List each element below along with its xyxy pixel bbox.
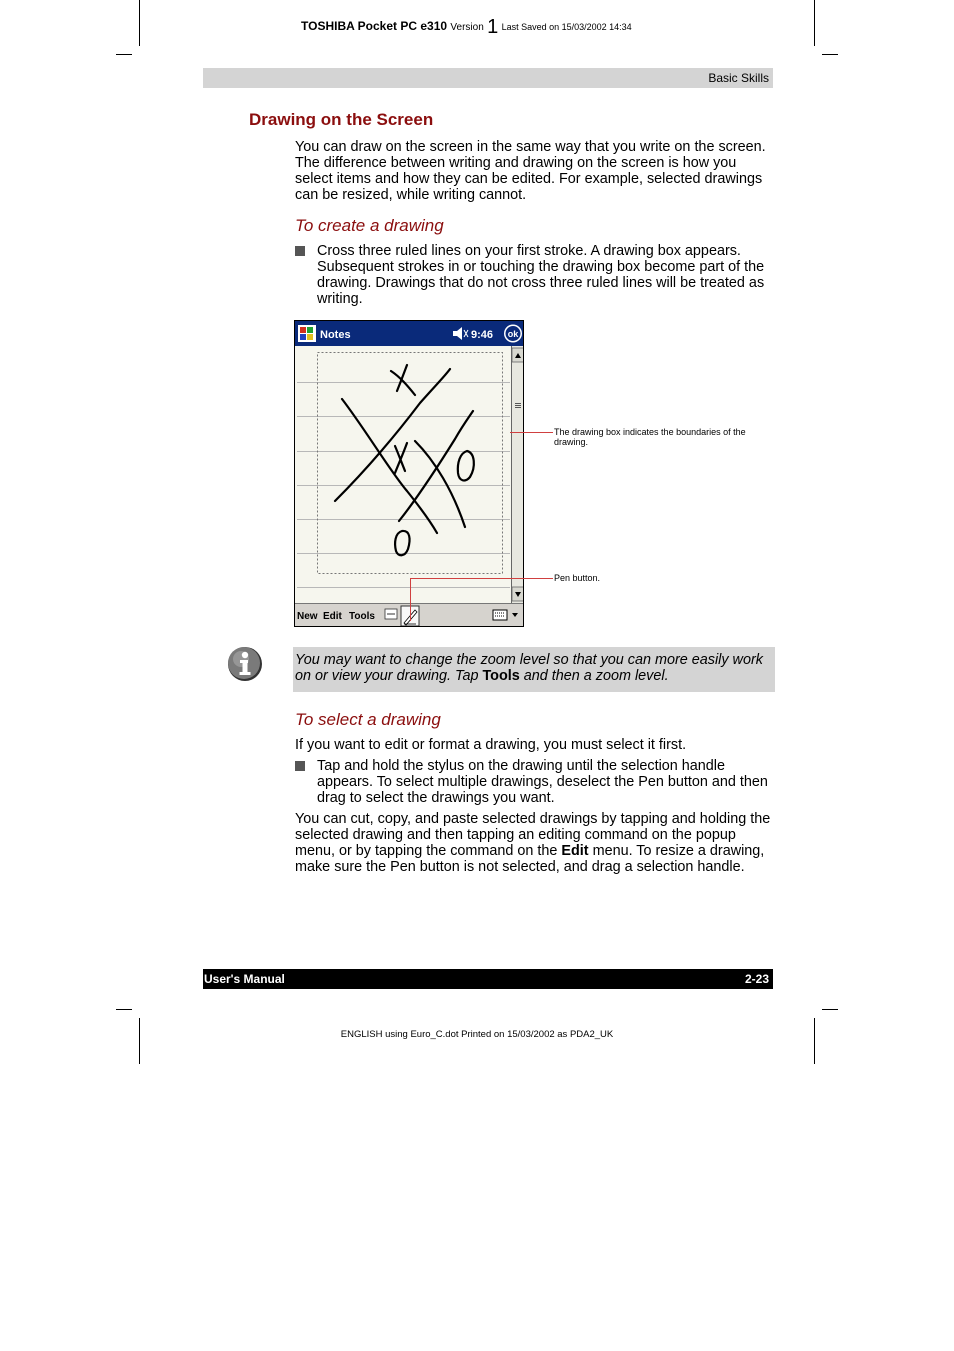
version-label: Version — [450, 22, 484, 33]
callout-pen-button: Pen button. — [554, 573, 601, 583]
note-text — [295, 652, 773, 684]
select-intro: If you want to edit or format a drawing, you must select it first. — [295, 737, 687, 753]
note-text-part1: You may want to change the zoom level so that you can more easily work on or view your drawing. Tap — [295, 652, 763, 684]
select-bullet: Tap and hold the stylus on the drawing until the selection handle appears. To select multiple drawings, deselect the Pen button and then drag to select the drawings you want. — [317, 758, 768, 806]
crop-mark — [116, 1009, 132, 1010]
note-text-bold: Tools — [482, 668, 520, 684]
version-number: 1 — [487, 16, 499, 38]
bullet-marker — [295, 246, 305, 256]
document-header — [301, 13, 632, 36]
crop-mark — [116, 54, 132, 55]
callout-lines — [405, 425, 555, 625]
section-label: Basic Skills — [708, 71, 769, 85]
menu-new[interactable]: New — [297, 611, 318, 622]
footer-bar — [203, 969, 773, 989]
product-name: TOSHIBA Pocket PC e310 — [301, 19, 448, 33]
ok-button[interactable] — [504, 325, 522, 343]
menu-tools[interactable]: Tools — [349, 611, 375, 622]
page-title: Drawing on the Screen — [249, 110, 434, 129]
crop-mark — [139, 0, 140, 46]
crop-mark — [814, 0, 815, 46]
select-paragraph — [295, 811, 775, 875]
ok-label[interactable]: ok — [507, 329, 519, 339]
select-heading: To select a drawing — [295, 710, 441, 729]
footer-manual: User's Manual — [204, 972, 285, 986]
select-paragraph-part2: menu. To resize a drawing, make sure the Pen button is not selected, and drag a selection handle. — [295, 843, 765, 875]
note-box — [293, 647, 775, 692]
bullet-marker — [295, 761, 305, 771]
app-title: Notes — [320, 329, 351, 341]
last-saved: Last Saved on 15/03/2002 14:34 — [501, 22, 632, 32]
info-icon — [226, 645, 264, 683]
section-bar — [203, 68, 773, 88]
crop-mark — [139, 1018, 140, 1064]
callout-drawing-box: The drawing box indicates the boundaries of the drawing. — [554, 427, 746, 447]
select-paragraph-bold: Edit — [561, 843, 589, 859]
print-info: ENGLISH using Euro_C.dot Printed on 15/03/2002 as PDA2_UK — [340, 1029, 614, 1040]
crop-mark — [822, 54, 838, 55]
recording-toolbar-icon[interactable] — [385, 609, 397, 619]
clock-time: 9:46 — [471, 329, 494, 341]
intro-paragraph: You can draw on the screen in the same way that you write on the screen. The difference between writing and drawing on the screen is how you select items and how they can be edited. For example, selected drawings can be resized, while writing cannot. — [295, 139, 766, 203]
create-bullet: Cross three ruled lines on your first stroke. A drawing box appears. Subsequent strokes in or touching the drawing box become part of the drawing. Drawings that do not cross three ruled lines will be treated as writing. — [317, 243, 765, 307]
menu-edit[interactable]: Edit — [323, 611, 342, 622]
crop-mark — [814, 1018, 815, 1064]
select-paragraph-part1: You can cut, copy, and paste selected drawings by tapping and holding the selected drawing and then tapping an editing command on the popup menu, or by tapping the command on the — [295, 811, 771, 859]
crop-mark — [822, 1009, 838, 1010]
page-number: 2-23 — [744, 972, 769, 986]
create-heading: To create a drawing — [295, 216, 444, 235]
start-flag-icon — [298, 325, 316, 342]
note-text-part2: and then a zoom level. — [519, 668, 669, 684]
